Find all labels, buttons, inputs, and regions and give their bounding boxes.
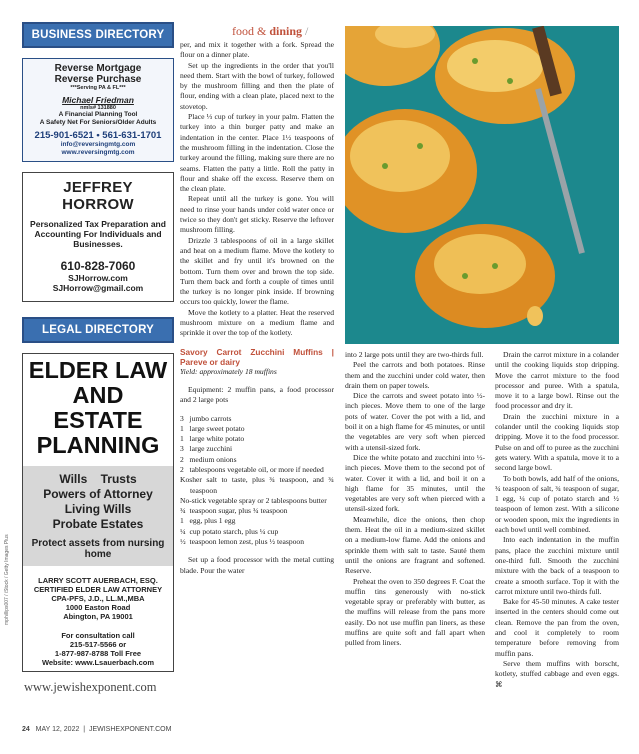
ad-line: A Financial Planning Tool bbox=[58, 111, 138, 118]
call-line: 215-517-5566 or bbox=[69, 640, 127, 649]
paragraph: Set up the ingredients in the order that you'll need them. Start with the bowl of turkey, followed by the mushroom filling and then the plate of flour, ending with a clean plate, placed next to the stovetop. bbox=[180, 60, 334, 111]
ad-name: JEFFREY HORROW bbox=[62, 179, 134, 213]
recipe-yield: Yield: approximately 18 muffins bbox=[180, 366, 277, 376]
paragraph: Dice the carrots and sweet potato into ½-inch pieces. Move them to one of the large pots of water. Cover the pot with a lid, and boil it on a high flame for 45 minutes, or until the vegetables are very soft when pierced with a utensil-sized fork. bbox=[345, 391, 485, 452]
elder-law-ad[interactable] bbox=[22, 353, 174, 672]
ad-line: ***Serving PA & FL*** bbox=[70, 85, 126, 91]
paragraph: To both bowls, add half of the onions, ¾ teaspoon of salt, ¾ teaspoon of sugar, 1 egg, ¼ cup of potato starch and ½ teaspoon of lemon zest. With a silicone or wooden spoon, mix the ingredients in each bowl until well combined. bbox=[495, 473, 619, 535]
service: Wills Trusts bbox=[59, 472, 137, 486]
section-header bbox=[232, 24, 308, 39]
lawyer-line: CPA-PFS, J.D., LL.M.,MBA bbox=[51, 594, 145, 603]
ad-title: AND bbox=[72, 382, 124, 408]
ingredient: ½ teaspoon lemon zest, plus ½ teaspoon bbox=[180, 537, 305, 547]
paragraph: Set up a food processor with the metal cutting blade. Pour the water bbox=[180, 555, 334, 575]
paragraph: Peel the carrots and both potatoes. Rinse them and the zucchini under cold water, then drain them on paper towels. bbox=[345, 360, 485, 390]
paragraph: Serve them muffins with borscht, kotlety, stuffed cabbage and even eggs. ⌘ bbox=[495, 658, 619, 689]
header-slash: / bbox=[305, 24, 309, 38]
article-column-3 bbox=[495, 350, 619, 690]
paragraph: Move the kotlety to a platter. Heat the reserved mushroom mixture on a medium flame and sprinkle it over the top of the kotlety. bbox=[180, 307, 334, 338]
ad-title: ELDER LAW bbox=[28, 357, 168, 383]
call-line: 1-877-987-8788 Toll Free bbox=[54, 649, 142, 658]
ad-email[interactable]: info@reversingmtg.com bbox=[60, 141, 136, 148]
paragraph: per, and mix it together with a fork. Spread the flour on a dinner plate. bbox=[180, 40, 334, 60]
ad-website[interactable]: www.reversingmtg.com bbox=[61, 149, 135, 156]
ingredient: 2 medium onions bbox=[180, 454, 237, 464]
tax-prep-ad[interactable] bbox=[22, 172, 174, 302]
ingredient: 1 large sweet potato bbox=[180, 423, 245, 433]
call-line[interactable]: Website: www.Lsauerbach.com bbox=[41, 658, 155, 667]
ad-email[interactable]: SJHorrow@gmail.com bbox=[52, 283, 144, 293]
consultation-info bbox=[26, 631, 170, 667]
paragraph: Preheat the oven to 350 degrees F. Coat the muffin tins generously with no-stick vegetable spray or preferably with butter, as the muffins will release from the pans more easily. Do not use muffin pan liners, as these muffins are quite soft and fall apart when pulled from liners. bbox=[345, 576, 485, 648]
ad-name: Michael Friedman bbox=[62, 95, 134, 105]
ad-line: nmls# 131880 bbox=[80, 105, 116, 111]
paragraph: Drain the carrot mixture in a colander until the cooking liquids stop dripping. Move the carrot mixture to the food processor and puree. With a spatula, move it to a large bowl. Rinse out the food processor and dry it. bbox=[495, 350, 619, 411]
ingredient: 3 large zucchini bbox=[180, 444, 233, 454]
article-column-2 bbox=[345, 350, 485, 649]
paragraph: Dice the white potato and zucchini into ½-inch pieces. Move them to the second pot of water. Cover it with a lid, and boil it on a high flame for 35 minutes, until the vegetables are very soft when pierced with a utensil-sized fork. bbox=[345, 452, 485, 514]
ingredient: No-stick vegetable spray or 2 tablespoons butter bbox=[180, 495, 327, 505]
reverse-mortgage-ad[interactable] bbox=[22, 58, 174, 162]
ad-line: A Safety Net For Seniors/Older Adults bbox=[39, 119, 157, 126]
business-directory-heading: BUSINESS DIRECTORY bbox=[22, 22, 174, 48]
ad-line: Reverse Mortgage bbox=[54, 63, 142, 74]
ingredient-list bbox=[180, 414, 334, 548]
service: Probate Estates bbox=[52, 517, 144, 531]
page-footer bbox=[22, 726, 171, 733]
services-box bbox=[23, 466, 173, 566]
recipe-title: Savory Carrot Zucchini Muffins | Pareve or dairy bbox=[180, 346, 334, 367]
footer-text: MAY 12, 2022 | JEWISHEXPONENT.COM bbox=[35, 726, 172, 733]
lawyer-line: LARRY SCOTT AUERBACH, ESQ. bbox=[38, 576, 158, 585]
ad-phone: 610-828-7060 bbox=[60, 259, 136, 273]
paragraph: Place ⅓ cup of turkey in your palm. Flatten the turkey into a thin burger patty and make an indentation in the center. Place 1½ teaspoons of the mushroom filling in the indentation. Close the turkey around the filling, making sure there are no seams. Flatten the patty a little. Roll the patty in flour and shake off the excess. Reserve them on the clean plate. bbox=[180, 112, 334, 194]
ingredient: ¾ teaspoon sugar, plus ¾ teaspoon bbox=[180, 506, 288, 516]
ingredient: 3 jumbo carrots bbox=[180, 413, 232, 423]
ad-website[interactable]: SJHorrow.com bbox=[68, 273, 128, 283]
paragraph: Bake for 45-50 minutes. A cake tester inserted in the centers should come out clean. Remove the pan from the oven, and cool it completely to room temperature before removing from muffin pans. bbox=[495, 597, 619, 658]
service: Powers of Attorney bbox=[43, 487, 153, 501]
header-dining: dining bbox=[269, 24, 303, 38]
paragraph: into 2 large pots until they are two-thirds full. bbox=[345, 350, 484, 359]
ad-phone: 215-901-6521 • 561-631-1701 bbox=[34, 130, 162, 141]
lawyer-line: CERTIFIED ELDER LAW ATTORNEY bbox=[33, 585, 163, 594]
paragraph: Drain the zucchini mixture in a colander until the cooking liquids stop dripping. Move it to the food processor. Pulse on and off to puree as the zucchini gets watery. With a spatula, move it to a second large bowl. bbox=[495, 411, 619, 473]
muffins-illustration bbox=[345, 26, 619, 344]
ad-title: ESTATE bbox=[53, 407, 143, 433]
ingredient: Kosher salt to taste, plus ¾ teaspoon, and ¾ teaspoon bbox=[180, 475, 336, 495]
photo-credit: mphillips007 / iStock / Getty Images Plus bbox=[4, 534, 10, 625]
equipment: Equipment: 2 muffin pans, a food processor and 2 large pots bbox=[180, 384, 334, 405]
ingredient: 1 egg, plus 1 egg bbox=[180, 516, 236, 526]
lawyer-info bbox=[26, 576, 170, 621]
ad-line: Reverse Purchase bbox=[54, 74, 142, 85]
ingredient: ¼ cup potato starch, plus ¼ cup bbox=[180, 526, 279, 536]
website-link[interactable]: www.jewishexponent.com bbox=[24, 680, 157, 694]
paragraph: Repeat until all the turkey is gone. You will need to rinse your hands under cold water once or twice so they don't get sticky. Reserve the leftover mushroom filling. bbox=[180, 194, 334, 235]
article-column-1 bbox=[180, 40, 334, 576]
page-number: 24 bbox=[22, 726, 30, 733]
lawyer-line: 1000 Easton Road bbox=[65, 603, 131, 612]
ad-title: PLANNING bbox=[36, 432, 160, 458]
muffins-photo bbox=[345, 26, 619, 344]
paragraph: Drizzle 3 tablespoons of oil in a large skillet and heat on a medium flame. Move the kotlety to the skillet and fry until it's browned on the bottom. Turn them over and brown the top side. Turn them back and forth a couple of times until the turkey is no longer pink inside. If browning occurs too quickly, lower the flame. bbox=[180, 235, 334, 307]
paragraph: Into each indentation in the muffin pans, place the zucchini mixture until one-third full. Smooth the zucchini mixture with the back of a teaspoon to create a smooth surface. Top it with the carrot mixture until two-thirds full. bbox=[495, 535, 619, 596]
lawyer-line: Abington, PA 19001 bbox=[63, 612, 133, 621]
ingredient: 2 tablespoons vegetable oil, or more if needed bbox=[180, 464, 324, 474]
paragraph: Meanwhile, dice the onions, then chop them. Heat the oil in a medium-sized skillet on a medium-low flame. Add the onions and sprinkle them with salt to taste. Sauté them until the onions are fragrant and softened. Reserve. bbox=[345, 514, 485, 576]
service: Living Wills bbox=[64, 502, 132, 516]
header-food: food & bbox=[232, 24, 270, 38]
protect-text: Protect assets from nursing home bbox=[31, 538, 165, 560]
sidebar bbox=[22, 22, 174, 695]
legal-directory-heading: LEGAL DIRECTORY bbox=[22, 317, 174, 343]
ad-description: Personalized Tax Preparation and Accounting For Individuals and Businesses. bbox=[30, 219, 166, 249]
call-line: For consultation call bbox=[61, 631, 135, 640]
ingredient: 1 large white potato bbox=[180, 434, 245, 444]
